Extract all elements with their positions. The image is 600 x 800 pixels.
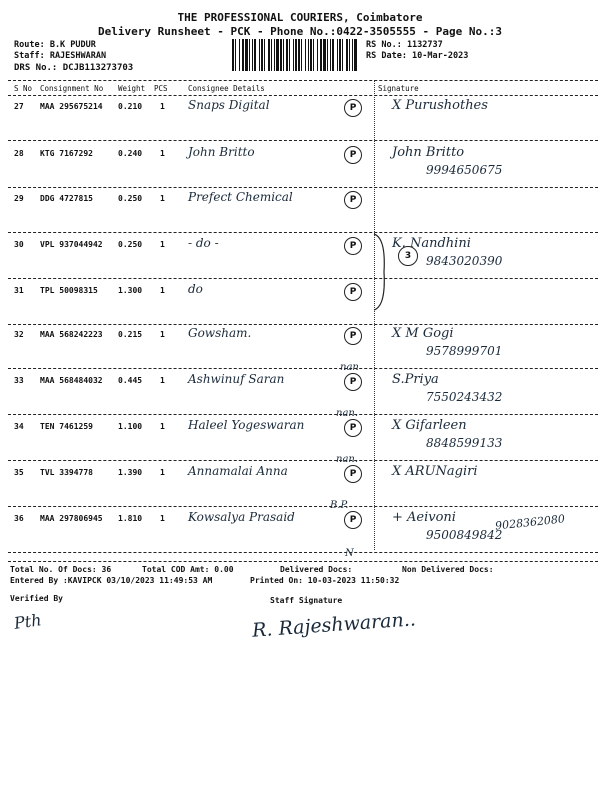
row-sno: 28 (14, 149, 24, 158)
row-phone: 9500849842 (426, 528, 503, 542)
row-phone: 9994650675 (426, 163, 503, 177)
note-nan-3: nan. (336, 454, 359, 465)
barcode-bar (271, 39, 272, 71)
row-delivery-mark: P (344, 327, 362, 345)
row-weight: 0.210 (118, 102, 143, 111)
rs-date: RS Date: 10-Mar-2023 (366, 51, 469, 61)
barcode-bar (268, 39, 270, 71)
row-signature: + Aeivoni (392, 510, 456, 525)
row-separator (8, 324, 598, 325)
row-separator (8, 414, 598, 415)
row-consignee: Annamalai Anna (188, 464, 288, 478)
verified-signature: Pth (12, 610, 43, 633)
barcode-bar (305, 39, 306, 71)
row-consignment-no: MAA 568242223 (40, 330, 103, 339)
row-delivery-mark: P (344, 283, 362, 301)
row-weight: 0.250 (118, 240, 143, 249)
col-header-signature: Signature (378, 84, 419, 93)
note-nan-1: nan (340, 362, 359, 373)
delivered-docs: Delivered Docs: (280, 565, 353, 574)
barcode-bar (327, 39, 328, 71)
row-consignment-no: MAA 568484032 (40, 376, 103, 385)
total-docs: Total No. Of Docs: 36 (10, 565, 112, 574)
barcode-bar (286, 39, 288, 71)
row-consignment-no: DDG 4727815 (40, 194, 93, 203)
row-consignee: - do - (188, 236, 219, 250)
page-subtitle: Delivery Runsheet - PCK - Phone No.:0422-3505555 - Page No.:3 (98, 25, 502, 38)
barcode-bar (349, 39, 350, 71)
row-consignment-no: KTG 7167292 (40, 149, 93, 158)
row-pcs: 1 (160, 514, 165, 523)
row-pcs: 1 (160, 286, 165, 295)
barcode-bar (332, 39, 334, 71)
row-consignee: Ashwinuf Saran (188, 372, 285, 386)
row-delivery-mark: P (344, 465, 362, 483)
barcode-bar (317, 39, 318, 71)
bracket-icon (372, 232, 392, 312)
row-pcs: 1 (160, 422, 165, 431)
row-consignee: Kowsalya Prasaid (188, 510, 295, 524)
barcode-bar (352, 39, 353, 71)
row-sno: 29 (14, 194, 24, 203)
row-consignee: do (188, 282, 203, 296)
barcode-bar (249, 39, 250, 71)
row-sno: 34 (14, 422, 24, 431)
barcode-bar (337, 39, 338, 71)
barcode-bar (308, 39, 309, 71)
row-consignment-no: MAA 295675214 (40, 102, 103, 111)
row-consignee: Snaps Digital (188, 98, 270, 112)
note-n: N (345, 548, 354, 559)
row-delivery-mark: P (344, 237, 362, 255)
col-header-weight: Weight (118, 84, 146, 93)
entered-by: Entered By :KAVIPCK 03/10/2023 11:49:53 AM (10, 576, 213, 585)
row-delivery-mark: P (344, 146, 362, 164)
row-separator (8, 278, 598, 279)
note-extra-phone: 9028362080 (494, 512, 566, 533)
row-consignee: John Britto (188, 145, 255, 159)
barcode-bar (259, 39, 260, 71)
table-top-rule (8, 80, 598, 81)
row-sno: 27 (14, 102, 24, 111)
row-pcs: 1 (160, 102, 165, 111)
col-header-sno: S No (14, 84, 33, 93)
table-header-rule (8, 95, 598, 96)
col-header-consignee: Consignee Details (188, 84, 265, 93)
signature-column-divider (374, 80, 375, 550)
barcode-bar (313, 39, 314, 71)
row-consignment-no: TVL 3394778 (40, 468, 93, 477)
note-nan-2: nan. (336, 408, 359, 419)
row-consignment-no: TPL 50098315 (40, 286, 98, 295)
row-pcs: 1 (160, 376, 165, 385)
row-delivery-mark: P (344, 191, 362, 209)
barcode-bar (293, 39, 294, 71)
row-signature: X ARUNagiri (392, 464, 478, 479)
drs-number: DRS No.: DCJB113273703 (14, 63, 134, 73)
row-signature: John Britto (392, 145, 465, 160)
row-signature: K. Nandhini (392, 236, 471, 251)
barcode-bar (320, 39, 322, 71)
barcode-bar (245, 39, 248, 71)
non-delivered-docs: Non Delivered Docs: (402, 565, 494, 574)
printed-on: Printed On: 10-03-2023 11:50:32 (250, 576, 400, 585)
barcode-bar (280, 39, 282, 71)
barcode-bar (283, 39, 284, 71)
row-sno: 30 (14, 240, 24, 249)
row-signature: X M Gogi (392, 326, 454, 341)
col-header-pcs: PCS (154, 84, 168, 93)
barcode-bar (342, 39, 343, 71)
row-pcs: 1 (160, 149, 165, 158)
row-signature: X Purushothes (392, 98, 488, 113)
rs-number: RS No.: 1132737 (366, 40, 443, 50)
row-weight: 1.300 (118, 286, 143, 295)
row-separator (8, 552, 598, 553)
barcode-bar (274, 39, 275, 71)
staff-label: Staff: RAJESHWARAN (14, 51, 107, 61)
row-consignment-no: MAA 297806945 (40, 514, 103, 523)
row-signature: S.Priya (392, 372, 439, 387)
barcode-bar (298, 39, 300, 71)
row-phone: 7550243432 (426, 390, 503, 404)
barcode-bar (289, 39, 290, 71)
row-separator (8, 140, 598, 141)
row-consignee: Prefect Chemical (188, 190, 293, 204)
row-weight: 0.215 (118, 330, 143, 339)
staff-signature-label: Staff Signature (270, 596, 343, 605)
row-pcs: 1 (160, 330, 165, 339)
row-weight: 0.240 (118, 149, 143, 158)
row-phone: 9578999701 (426, 344, 503, 358)
row-consignee: Haleel Yogeswaran (188, 418, 305, 432)
barcode-bar (276, 39, 279, 71)
route-label: Route: B.K PUDUR (14, 40, 96, 50)
verified-by-label: Verified By (10, 594, 63, 603)
total-cod: Total COD Amt: 0.00 (142, 565, 234, 574)
barcode-bar (330, 39, 331, 71)
barcode-bar (254, 39, 256, 71)
barcode-bar (354, 39, 357, 71)
row-delivery-mark: P (344, 99, 362, 117)
barcode-bar (323, 39, 326, 71)
row-weight: 0.250 (118, 194, 143, 203)
barcode-bar (310, 39, 312, 71)
row-sno: 33 (14, 376, 24, 385)
row-weight: 1.810 (118, 514, 143, 523)
row-pcs: 1 (160, 468, 165, 477)
barcode-bar (242, 39, 244, 71)
barcode-bar (239, 39, 240, 71)
staff-signature: R. Rajeshwaran.. (251, 608, 417, 642)
barcode-bar (264, 39, 265, 71)
row-separator (8, 460, 598, 461)
row-delivery-mark: P (344, 373, 362, 391)
col-header-consignment: Consignment No (40, 84, 104, 93)
row-sno: 32 (14, 330, 24, 339)
row-separator (8, 187, 598, 188)
row-sno: 31 (14, 286, 24, 295)
row-delivery-mark: P (344, 511, 362, 529)
barcode-bar (295, 39, 297, 71)
row-separator (8, 232, 598, 233)
barcode-bar (301, 39, 302, 71)
row-sno: 36 (14, 514, 24, 523)
barcode-bar (261, 39, 263, 71)
row-signature: X Gifarleen (392, 418, 467, 433)
group-count-mark: 3 (398, 246, 418, 266)
row-pcs: 1 (160, 194, 165, 203)
barcode-bar (252, 39, 253, 71)
row-weight: 1.390 (118, 468, 143, 477)
row-consignment-no: TEN 7461259 (40, 422, 93, 431)
barcode-bar (235, 39, 236, 71)
row-phone: 8848599133 (426, 436, 503, 450)
row-sno: 35 (14, 468, 24, 477)
barcode-bar (339, 39, 341, 71)
note-bp: B.P. (330, 500, 349, 511)
footer-rule (8, 561, 598, 562)
row-separator (8, 368, 598, 369)
row-consignee: Gowsham. (188, 326, 252, 340)
row-pcs: 1 (160, 240, 165, 249)
barcode-image (232, 39, 360, 71)
barcode-bar (346, 39, 348, 71)
row-separator (8, 506, 598, 507)
row-delivery-mark: P (344, 419, 362, 437)
row-phone: 9843020390 (426, 254, 503, 268)
row-consignment-no: VPL 937044942 (40, 240, 103, 249)
page-title: THE PROFESSIONAL COURIERS, Coimbatore (177, 11, 423, 24)
row-weight: 1.100 (118, 422, 143, 431)
row-weight: 0.445 (118, 376, 143, 385)
barcode-bar (232, 39, 234, 71)
